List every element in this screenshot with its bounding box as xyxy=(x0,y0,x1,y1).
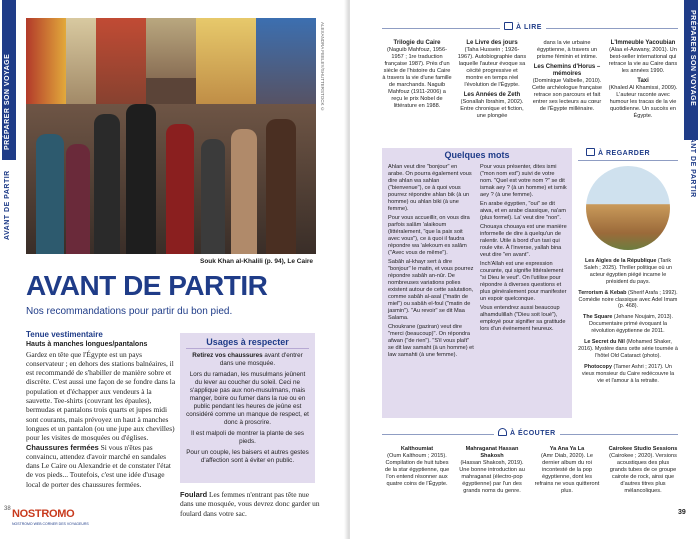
souk-photo xyxy=(26,18,316,254)
films-list xyxy=(578,258,678,389)
book-col-1 xyxy=(382,40,452,110)
a-regarder-title: À REGARDER xyxy=(598,150,651,157)
foulard-text-block xyxy=(180,490,320,518)
side-label-right: AVANT DE PARTIR xyxy=(689,128,696,198)
phrase-item: Chouaya chouaya est une manière informelle de dire à quelqu'un de ralentir. Utile à bord d'un taxi qui roule vite. À l'inverse, yallah bina veut dire "en avant". xyxy=(480,224,567,258)
photo-credit: ALEXANDRA FEELEY/SHUTTERSTOCK © xyxy=(320,22,325,112)
book-title: Les Chemins d'Horus – mémoires xyxy=(533,64,601,77)
section-tab-left-label: PRÉPARER SON VOYAGE xyxy=(4,53,11,150)
book-title: Trilogie du Caire xyxy=(393,40,441,46)
film-item: Les Aigles de la République (Tarik Saleh ; 2025). Thriller politique où un acteur égyptien piégé incarne le président du pays. xyxy=(583,258,672,285)
book-text: (Alaa el-Aswany, 2001). Un best-seller international qui retrace la vie au Caire dans les années 1990. xyxy=(608,47,678,74)
book-text: dans la vie urbaine égyptienne, à travers un prisme féminin et intime. xyxy=(536,40,598,60)
page-number-left: 38 xyxy=(4,506,11,512)
a-ecouter-heading xyxy=(494,428,560,437)
film-item: Le Secret du Nil (Mohamed Shaker, 2016). Mystère dans cette série tournée à l'hôtel Old Cataract (photo). xyxy=(578,339,678,359)
page-number-right: 39 xyxy=(678,509,686,516)
a-regarder-rule xyxy=(578,160,678,161)
book-text: (Naguib Mahfouz, 1956-1957 ; 1re traduction française 1987). Près d'un siècle de l'histoire du Caire à travers la vie d'une famille de marchands. Naguib Mahfouz (1911-2006) a reçu le prix Nobel de littérature en 1988. xyxy=(382,47,452,109)
page-title: AVANT DE PARTIR xyxy=(26,270,268,301)
a-lire-heading xyxy=(500,22,546,31)
tenue-section xyxy=(26,330,176,489)
book-text: (Sonallah Ibrahim, 2002). Entre chronique et fiction, une plongée xyxy=(460,99,524,119)
usages-heading: Usages à respecter xyxy=(186,338,309,349)
phrase-item: Inch'Allah est une expression courante, qui signifie littéralement "si Dieu le veut". On l'utilise pour répondre à diverses questions et plus généralement pour manifester un espoir quelconque. xyxy=(480,261,567,302)
logo-tag: NOSTROMO WEB CORNER DES VOYAGEURS xyxy=(12,522,89,526)
usages-p2: Lors du ramadan, les musulmans jeûnent du lever au coucher du soleil. Ceci ne s'applique pas aux non-musulmans, mais manger, boire ou fumer dans la rue ou en public pendant les heures de jeûne est considéré comme un manque de respect, et donc à proscrire. xyxy=(186,371,309,426)
phrase-item: En arabe égyptien, "oui" se dit aiwa, et en arabe classique, na'am (plus formel). La' veut dire "non". xyxy=(480,201,566,221)
usages-p3: Il est malpoli de montrer la plante de ses pieds. xyxy=(190,430,305,445)
nostromo-logo xyxy=(4,506,89,530)
phrase-item: Pour vous présenter, dites ismi ("mon nom est") suivi de votre nom. "Quel est votre nom ?" se dit ismak aey ? (à un homme) et ismik aey ? (à une femme). xyxy=(480,164,567,198)
phrase-item: Pour vous accueillir, on vous dira parfois salâm 'alaikoum (littéralement, "que la paix soit avec vous"), ce à quoi il faudra répondre wa 'alekoum es salâm ("Avec vous de même"). xyxy=(388,215,470,256)
phrase-item: Sabâh al-khayr sert à dire "bonjour" le matin, et vous pourrez répondre sabâh an-nûr. De nombreuses variations polies existent autour de cette salutation, comme sabâh al-asal ("matin de miel") ou sabâh el-foul ("matin de jasmin"). "Au revoir" se dit Maa Salama. xyxy=(388,259,474,321)
screen-icon xyxy=(586,148,595,156)
a-ecouter-title: À ÉCOUTER xyxy=(510,430,556,437)
quelques-mots-box xyxy=(382,148,572,418)
film-item: The Square (Jehane Noujaim, 2013). Documentaire primé évoquant la révolution égyptienne de 2011. xyxy=(583,314,673,335)
usages-p4: Pour un couple, les baisers et autres gestes d'affection sont à éviter en public. xyxy=(186,449,309,464)
logo-name: NOSTROMO xyxy=(12,508,75,520)
quelques-col-2 xyxy=(480,164,568,335)
phrase-item: Choukrane (gaziran) veut dire "merci (beaucoup)". On répondra afwan ("de rien"). "S'il vous plaît" se dit law samaht (à un homme) et law samahti (à une femme). xyxy=(388,324,474,358)
tenue-heading: Tenue vestimentaire xyxy=(26,330,103,339)
quelques-heading: Quelques mots xyxy=(444,150,510,160)
foulard-heading: Foulard xyxy=(180,490,208,499)
book-title: Taxi xyxy=(637,78,649,84)
chaussures-heading: Chaussures fermées xyxy=(26,442,99,452)
book-title: Le Livre des jours xyxy=(466,40,518,46)
book-text: (Taha Hussein ; 1926-1967). Autobiographie dans laquelle l'auteur évoque sa cécité progressive et montre en temps réel l'évolution de l'Égypte. xyxy=(457,47,527,88)
section-tab-right-label: PRÉPARER SON VOYAGE xyxy=(689,10,696,107)
chaussures-text: Si vous n'êtes pas convaincu, attendez d'avoir marché en sandales dans Le Caire ou Alexandrie et de constater l'état de vos pieds... Toutefois, c'est une idée d'usage local de porter des chaussures fermées. xyxy=(26,442,171,489)
tenue-text: Gardez en tête que l'Égypte est un pays conservateur ; en dehors des stations balnéaires, il est recommandé de s'habiller de manière sobre et discrète. C'est aussi une façon de se fondre dans la population et d'échapper aux vendeurs à la sauvette. Tee-shirts (couvrant les épaules), bermudas et pantalons trois quarts et jupes midi sont courants, mais prévoyez un haut à manches longues et un pantalon (ou une jupe aux chevilles) pour les visites de mosquées ou d'églises. xyxy=(26,349,176,443)
usages-box xyxy=(180,333,315,483)
headphones-icon xyxy=(498,428,507,436)
album-item: Cairokee Studio Sessions (Cairokee ; 2020). Versions acoustiques des plus grands tubes de ce groupe cairote de rock, ainsi que d'autres titres plus mélancoliques. xyxy=(608,446,678,494)
hotel-photo xyxy=(586,166,670,250)
quelques-col-1 xyxy=(388,164,474,361)
left-page xyxy=(0,0,348,539)
photo-caption: Souk Khan al-Khalili (p. 94), Le Caire xyxy=(200,258,314,265)
book-col-3 xyxy=(532,40,602,113)
book-text: (Dominique Valbelle, 2010). Cette archéologue française retrace son parcours et fait entrer ses lecteurs au cœur de l'Égypte millénaire. xyxy=(532,78,602,112)
album-item: Ya Ana Ya La (Amr Diab, 2020). Le dernier album du roi incontesté de la pop égyptienne, dont les refrains ne vous quitteront plus. xyxy=(534,446,600,494)
book-col-4 xyxy=(608,40,678,120)
album-item: Mahraganat Hassan Shakosh (Hassan Shakosh, 2019). Une bonne introduction au mahraganat (électro-pop égyptienne) par l'un des grands noms du genre. xyxy=(459,446,525,494)
a-lire-title: À LIRE xyxy=(516,24,542,31)
tenue-subheading: Hauts à manches longues/pantalons xyxy=(26,341,148,349)
book-col-2 xyxy=(457,40,527,120)
phrase-item: Ahlan veut dire "bonjour" en arabe. On pourra également vous dire ahlan wa sahlan ("bienvenue"), ce à quoi vous pourrez répondre ahlan bik (à un homme) ou ahlan biki (à une femme). xyxy=(388,164,472,212)
phrase-item: Vous entendrez aussi beaucoup alhamdulillah ("Dieu soit loué"), employé pour signifier sa gratitude lors d'un événement heureux. xyxy=(480,305,566,332)
book-icon xyxy=(504,22,513,30)
a-regarder-heading xyxy=(586,148,650,157)
side-label-left: AVANT DE PARTIR xyxy=(4,170,11,240)
page-subtitle: Nos recommandations pour partir du bon pied. xyxy=(26,306,233,317)
book-title: Les Années de Zeth xyxy=(463,92,521,98)
section-tab-left xyxy=(2,0,16,160)
usages-p1-bold: Retirez vos chaussures xyxy=(192,352,263,359)
book-title: L'Immeuble Yacoubian xyxy=(610,40,676,46)
usages-p1: avant d'entrer dans une mosquée. xyxy=(219,352,303,367)
film-item: Photocopy (Tamer Ashri ; 2017). Un vieux monsieur du Caire redécouvre la vie et l'amour à la retraite. xyxy=(581,363,675,384)
film-item: Terrorism & Kebab (Sherif Arafa ; 1992). Comédie noire classique avec Adel Imam (p. 468). xyxy=(578,289,678,310)
book-text: (Khaled Al Khamissi, 2009). L'auteur raconte avec humour les tracas de la vie quotidienne. Un succès en Égypte. xyxy=(608,85,678,119)
album-item: Kalthoumiat (Oum Kalthoum ; 2015). Compilation de huit tubes de la star égyptienne, que l'on entend résonner aux quatre coins de l'Égypte. xyxy=(384,446,450,487)
foulard-text: Les femmes n'entrant pas tête nue dans une mosquée, vous devrez donc garder un foulard dans votre sac. xyxy=(180,490,320,518)
section-tab-right xyxy=(684,0,698,140)
